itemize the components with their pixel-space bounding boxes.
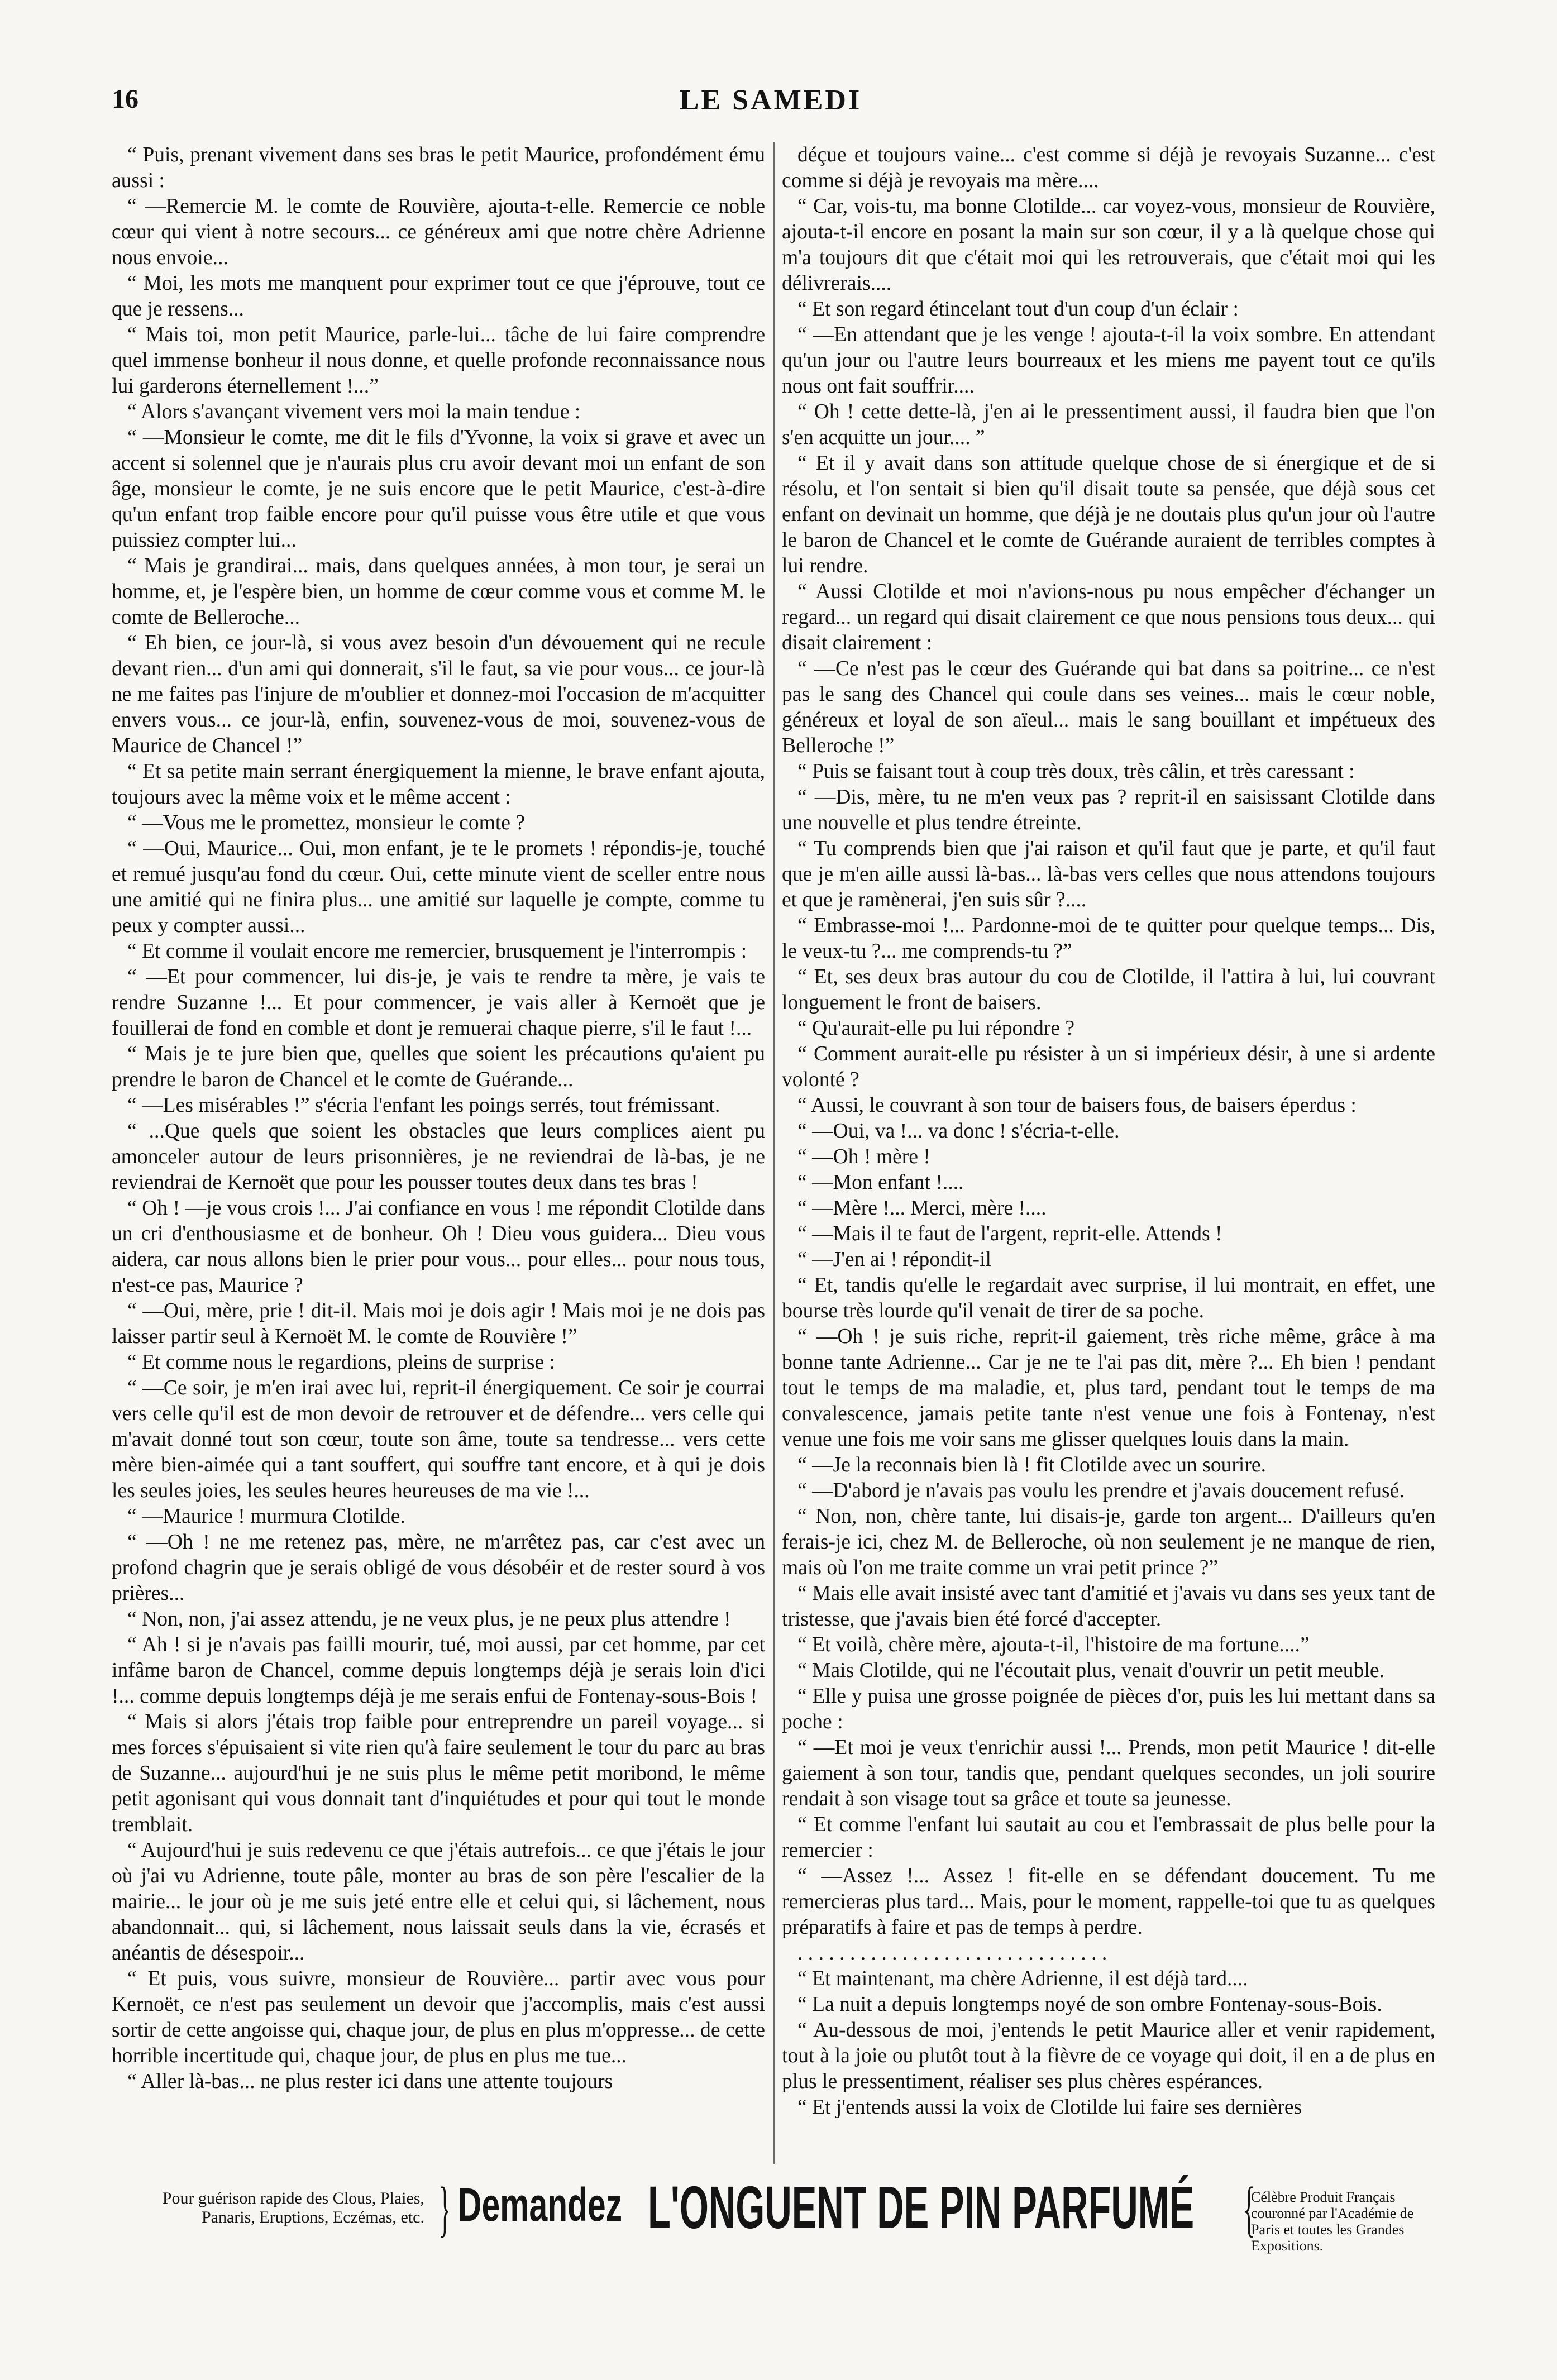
paragraph: “ Et comme l'enfant lui sautait au cou et l'embrassait de plus belle pour la remercier : bbox=[782, 1813, 1435, 1862]
paragraph: “ La nuit a depuis longtemps noyé de son ombre Fontenay-sous-Bois. bbox=[797, 1993, 1382, 2016]
paragraph: “ Aussi Clotilde et moi n'avions-nous pu nous empêcher d'échanger un regard... un regard qui disait clairement ce que nous pensions tous deux... qui disait clairement : bbox=[782, 580, 1435, 654]
paragraph: “ Et sa petite main serrant énergiquement la mienne, le brave enfant ajouta, toujours avec la même voix et le même accent : bbox=[112, 760, 765, 809]
paragraph: “ Mais toi, mon petit Maurice, parle-lui... tâche de lui faire comprendre quel immense bonheur il nous donne, et quelle profonde reconnaissance nous lui garderons éternellement !...” bbox=[112, 323, 765, 398]
paragraph: déçue et toujours vaine... c'est comme si déjà je revoyais Suzanne... c'est comme si déjà je revoyais ma mère.... bbox=[782, 144, 1435, 192]
paragraph: “ —Oui, mère, prie ! dit-il. Mais moi je dois agir ! Mais moi je ne dois pas laisser partir seul à Kernoët M. le comte de Rouvière !” bbox=[112, 1299, 765, 1348]
paragraph: “ Et, ses deux bras autour du cou de Clotilde, il l'attira à lui, lui couvrant longuement le front de baisers. bbox=[782, 966, 1435, 1014]
paragraph: “ Embrasse-moi !... Pardonne-moi de te quitter pour quelque temps... Dis, le veux-tu ?... me comprends-tu ?” bbox=[782, 914, 1435, 963]
paragraph: “ Oh ! cette dette-là, j'en ai le pressentiment aussi, il faudra bien que l'on s'en acquitte un jour.... ” bbox=[782, 400, 1435, 449]
paragraph: “ —Oui, Maurice... Oui, mon enfant, je te le promets ! répondis-je, touché et remué jusqu'au fond du cœur. Oui, cette minute vient de sceller entre nous une amitié qui ne finira plus... une amitié sur laquelle je compte, comme tu peux y compter aussi... bbox=[112, 837, 765, 937]
brace-right: { bbox=[1243, 2175, 1255, 2243]
paragraph: “ Oh ! —je vous crois !... J'ai confiance en vous ! me répondit Clotilde dans un cri d'enthousiasme et de bonheur. Oh ! Dieu vous guidera... Dieu vous aidera, car nous allons bien le prier pour vous... pour elles... pour nous tous, n'est-ce pas, Maurice ? bbox=[112, 1197, 765, 1297]
paragraph: “ —En attendant que je les venge ! ajouta-t-il la voix sombre. En attendant qu'un jour ou l'autre leurs bourreaux et les miens me payent tout ce qu'ils nous ont fait souffrir.... bbox=[782, 323, 1435, 398]
paragraph: “ —Remercie M. le comte de Rouvière, ajouta-t-elle. Remercie ce noble cœur qui vient à notre secours... ce généreux ami que notre chère Adrienne nous envoie... bbox=[112, 195, 765, 269]
paragraph: “ Qu'aurait-elle pu lui répondre ? bbox=[797, 1017, 1075, 1040]
paragraph: “ Elle y puisa une grosse poignée de pièces d'or, puis les lui mettant dans sa poche : bbox=[782, 1685, 1435, 1733]
paragraph: “ —Les misérables !” s'écria l'enfant les poings serrés, tout frémissant. bbox=[127, 1094, 720, 1117]
ad-left-text: Pour guérison rapide des Clous, Plaies, Panaris, Eruptions, Eczémas, etc. bbox=[162, 2189, 424, 2226]
paragraph: “ Et j'entends aussi la voix de Clotilde lui faire ses dernières bbox=[797, 2096, 1302, 2119]
page-number: 16 bbox=[112, 84, 138, 114]
paragraph: “ Et il y avait dans son attitude quelque chose de si énergique et de si résolu, et l'on sentait si bien qu'il disait toute sa pensée, que déjà sous cet enfant on devinait un homme, que déjà je ne doutais plus qu'un jour où l'autre le baron de Chancel et le comte de Guérande auraient de terribles comptes à lui rendre. bbox=[782, 452, 1435, 577]
paragraph: “ —Ce soir, je m'en irai avec lui, reprit-il énergiquement. Ce soir je courrai vers celle qu'il est de mon devoir de retrouver et de défendre... vers celle qui m'avait donné tout son cœur, toute son âme, toute sa tendresse... vers cette mère bien-aimée qui a tant souffert, qui souffre tant encore, et à qui je dois les seules joies, les seules heures heureuses de ma vie !... bbox=[112, 1377, 765, 1502]
paragraph: “ Aujourd'hui je suis redevenu ce que j'étais autrefois... ce que j'étais le jour où j'ai vu Adrienne, toute pâle, monter au bras de son père l'escalier de la mairie... le jour où je me suis jeté entre elle et celui qui, si lâchement, nous abandonnait... qui, si lâchement, nous laissait seuls dans la vie, écrasés et anéantis de désespoir... bbox=[112, 1839, 765, 1965]
paragraph: “ Aller là-bas... ne plus rester ici dans une attente toujours bbox=[127, 2070, 613, 2093]
paragraph: “ Aussi, le couvrant à son tour de baisers fous, de baisers éperdus : bbox=[797, 1094, 1357, 1117]
paragraph: “ Mais elle avait insisté avec tant d'amitié et j'avais vu dans ses yeux tant de tristesse, que j'avais bien été forcé d'accepter. bbox=[782, 1582, 1435, 1631]
ad-product-name: L'ONGUENT DE PIN PARFUMÉ bbox=[648, 2173, 1195, 2241]
paragraph: “ —Vous me le promettez, monsieur le comte ? bbox=[127, 811, 526, 834]
paragraph: “ Et comme il voulait encore me remercier, brusquement je l'interrompis : bbox=[127, 940, 747, 963]
paragraph: “ Eh bien, ce jour-là, si vous avez besoin d'un dévouement qui ne recule devant rien... d'un ami qui donnerait, s'il le faut, sa vie pour vous... ce jour-là ne me faites pas l'injure de m'oublier et donnez-moi l'occasion de m'acquitter envers vous... ce jour-là, enfin, souvenez-vous de moi, souvenez-vous de Maurice de Chancel !” bbox=[112, 632, 765, 757]
paragraph: “ Et comme nous le regardions, pleins de surprise : bbox=[127, 1351, 555, 1374]
paragraph: . . . . . . . . . . . . . . . . . . . . . . . . . . . . . . bbox=[797, 1942, 1107, 1965]
paragraph: “ Mais je grandirai... mais, dans quelques années, à mon tour, je serai un homme, et, je l'espère bien, un homme de cœur comme vous et comme M. le comte de Belleroche... bbox=[112, 555, 765, 629]
paragraph: “ Non, non, chère tante, lui disais-je, garde ton argent... D'ailleurs qu'en ferais-je ici, chez M. de Belleroche, où non seulement je ne manque de rien, mais où l'on me traite comme un vrai petit prince ?” bbox=[782, 1505, 1435, 1579]
paragraph: “ Moi, les mots me manquent pour exprimer tout ce que j'éprouve, tout ce que je ressens... bbox=[112, 272, 765, 321]
paragraph: “ Et voilà, chère mère, ajouta-t-il, l'histoire de ma fortune....” bbox=[797, 1633, 1310, 1656]
paragraph: “ Non, non, j'ai assez attendu, je ne veux plus, je ne peux plus attendre ! bbox=[127, 1608, 731, 1631]
brace-left: } bbox=[438, 2175, 451, 2243]
paragraph: “ Alors s'avançant vivement vers moi la main tendue : bbox=[127, 400, 581, 423]
paragraph: “ Mais si alors j'étais trop faible pour entreprendre un pareil voyage... si mes forces s'épuisaient si vite rien qu'à faire seulement le tour du parc au bras de Suzanne... aujourd'hui je ne suis plus le même petit moribond, le même petit agonisant qui vous donnait tant d'inquiétudes et pour qui tout le monde tremblait. bbox=[112, 1710, 765, 1836]
paragraph: “ Et maintenant, ma chère Adrienne, il est déjà tard.... bbox=[797, 1967, 1248, 1990]
paragraph: “ Ah ! si je n'avais pas failli mourir, tué, moi aussi, par cet homme, par cet infâme baron de Chancel, comme depuis longtemps déjà je serais loin d'ici !... comme depuis longtemps déjà je me serais enfui de Fontenay-sous-Bois ! bbox=[112, 1633, 765, 1708]
paragraph: “ Tu comprends bien que j'ai raison et qu'il faut que je parte, et qu'il faut que je m'en aille aussi là-bas... là-bas vers celles que nous attendons toujours et que je ramènerai, j'en suis sûr ?.... bbox=[782, 837, 1435, 911]
paragraph: “ —Oui, va !... va donc ! s'écria-t-elle. bbox=[797, 1120, 1120, 1143]
paragraph: “ —Dis, mère, tu ne m'en veux pas ? reprit-il en saisissant Clotilde dans une nouvelle et plus tendre étreinte. bbox=[782, 786, 1435, 834]
paragraph: “ Et, tandis qu'elle le regardait avec surprise, il lui montrait, en effet, une bourse très lourde qu'il venait de tirer de sa poche. bbox=[782, 1274, 1435, 1322]
paragraph: “ ...Que quels que soient les obstacles que leurs complices aient pu amonceler autour de leurs prisonnières, je ne reviendrai de là-bas, je ne reviendrai de Kernoët que pour les pousser toutes deux dans tes bras ! bbox=[112, 1120, 765, 1194]
paragraph: “ —Et pour commencer, lui dis-je, je vais te rendre ta mère, je vais te rendre Suzanne !... Et pour commencer, je vais aller à Kernoët que je fouillerai de fond en comble et dont je remuerai chaque pierre, s'il le faut !... bbox=[112, 966, 765, 1040]
paragraph: “ —Oh ! ne me retenez pas, mère, ne m'arrêtez pas, car c'est avec un profond chagrin que je serais obligé de vous désobéir et de rester sourd à vos prières... bbox=[112, 1531, 765, 1605]
column-divider bbox=[773, 142, 775, 2164]
paragraph: “ Car, vois-tu, ma bonne Clotilde... car voyez-vous, monsieur de Rouvière, ajouta-t-il encore en posant la main sur son cœur, il y a là quelque chose qui m'a toujours dit que c'était moi qui les retrouverais, que c'était moi qui les délivrerais.... bbox=[782, 195, 1435, 295]
paragraph: “ Et son regard étincelant tout d'un coup d'un éclair : bbox=[797, 298, 1239, 321]
advertisement-banner bbox=[112, 2167, 1430, 2254]
paragraph: “ —Ce n'est pas le cœur des Guérande qui bat dans sa poitrine... ce n'est pas le sang des Chancel qui coule dans ses veines... mais le cœur noble, généreux et loyal de son aïeul... mais le sang bouillant et impétueux des Belleroche !” bbox=[782, 657, 1435, 757]
paragraph: “ —D'abord je n'avais pas voulu les prendre et j'avais doucement refusé. bbox=[797, 1479, 1405, 1502]
ad-right-text: Célèbre Produit Français couronné par l'Académie de Paris et toutes les Grandes Expositions. bbox=[1251, 2189, 1414, 2254]
paragraph: “ —J'en ai ! répondit-il bbox=[797, 1248, 991, 1271]
paragraph: “ Comment aurait-elle pu résister à un si impérieux désir, à une si ardente volonté ? bbox=[782, 1043, 1435, 1091]
paragraph: “ Puis, prenant vivement dans ses bras le petit Maurice, profondément ému aussi : bbox=[112, 144, 765, 192]
page-header bbox=[112, 84, 1430, 123]
paragraph: “ —Mais il te faut de l'argent, reprit-elle. Attends ! bbox=[797, 1222, 1222, 1245]
paragraph: “ Et puis, vous suivre, monsieur de Rouvière... partir avec vous pour Kernoët, ce n'est pas seulement un devoir que j'accomplis, mais c'est aussi sortir de cette angoisse qui, chaque jour, de plus en plus m'oppresse... de cette horrible incertitude qui, chaque jour, de plus en plus me tue... bbox=[112, 1967, 765, 2067]
paragraph: “ Au-dessous de moi, j'entends le petit Maurice aller et venir rapidement, tout à la joie ou plutôt tout à la fièvre de ce voyage qui doit, il en a de plus en plus le pressentiment, réaliser ses plus chères espérances. bbox=[782, 2019, 1435, 2093]
paragraph: “ —Monsieur le comte, me dit le fils d'Yvonne, la voix si grave et avec un accent si solennel que je n'aurais plus cru avoir devant moi un enfant de son âge, monsieur le comte, je ne suis encore que le petit Maurice, c'est-à-dire qu'un enfant trop faible encore pour qu'il puisse vous être utile et que vous puissiez compter lui... bbox=[112, 426, 765, 552]
text-column-right bbox=[782, 142, 1435, 2164]
paragraph: “ Mais je te jure bien que, quelles que soient les précautions qu'aient pu prendre le baron de Chancel et le comte de Guérande... bbox=[112, 1043, 765, 1091]
paragraph: “ —Mon enfant !.... bbox=[797, 1171, 964, 1194]
paragraph: “ —Maurice ! murmura Clotilde. bbox=[127, 1505, 405, 1528]
paragraph: “ —Oh ! je suis riche, reprit-il gaiement, très riche même, grâce à ma bonne tante Adrienne... Car je ne te l'ai pas dit, mère ?... Eh bien ! pendant tout le temps de ma maladie, et, plus tard, pendant tout le temps de ma convalescence, jamais petite tante n'est venue une fois à Fontenay, n'est venue une fois me voir sans me glisser quelques louis dans la main. bbox=[782, 1325, 1435, 1451]
paragraph: “ —Je la reconnais bien là ! fit Clotilde avec un sourire. bbox=[797, 1454, 1266, 1476]
publication-title: LE SAMEDI bbox=[679, 84, 862, 116]
paragraph: “ Puis se faisant tout à coup très doux, très câlin, et très caressant : bbox=[797, 760, 1355, 783]
ad-ask-word: Demandez bbox=[458, 2178, 623, 2231]
paragraph: “ —Oh ! mère ! bbox=[797, 1145, 930, 1168]
paragraph: “ Mais Clotilde, qui ne l'écoutait plus, venait d'ouvrir un petit meuble. bbox=[797, 1659, 1384, 1682]
paragraph: “ —Assez !... Assez ! fit-elle en se défendant doucement. Tu me remercieras plus tard... Mais, pour le moment, rappelle-toi que tu as quelques préparatifs à faire et pas de temps à perdre. bbox=[782, 1865, 1435, 1939]
paragraph: “ —Mère !... Merci, mère !.... bbox=[797, 1197, 1047, 1220]
text-column-left bbox=[112, 142, 765, 2164]
paragraph: “ —Et moi je veux t'enrichir aussi !... Prends, mon petit Maurice ! dit-elle gaiement à son tour, tandis que, pendant quelques secondes, un joli sourire rendait à son visage tout sa grâce et toute sa jeunesse. bbox=[782, 1736, 1435, 1810]
